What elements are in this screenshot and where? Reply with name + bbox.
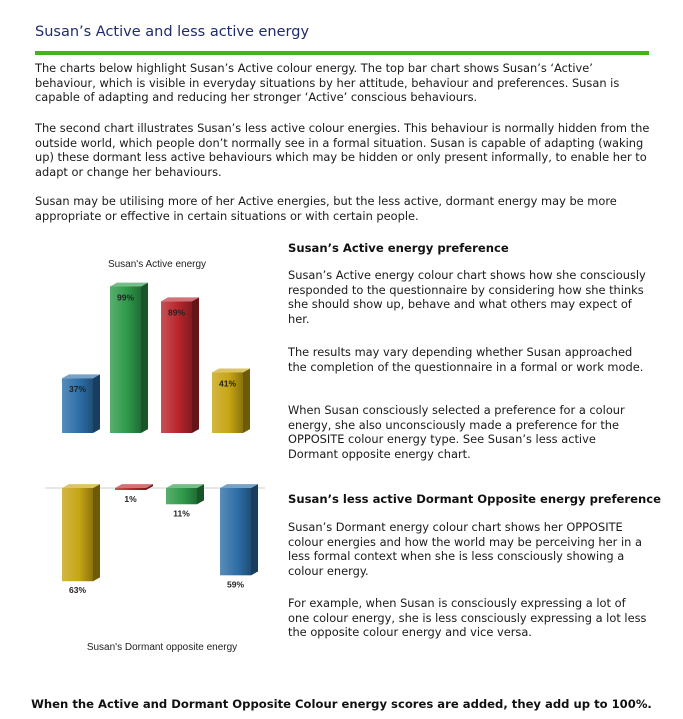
dormant-paragraph-1: Susan’s Dormant energy colour chart shows her OPPOSITE colour energies and how the world may be perceiving her in a less formal context when she is less consciously showing a colour energy. — [288, 520, 642, 578]
dormant-bar-label-green: 11% — [173, 508, 190, 519]
active-bar-label-red: 89% — [167, 307, 186, 318]
dormant-chart-title: Susan's Dormant opposite energy — [86, 642, 238, 653]
active-bar-label-yellow: 41% — [218, 378, 237, 389]
dormant-section-heading: Susan’s less active Dormant Opposite energy preference — [288, 492, 661, 506]
intro-paragraph-3: Susan may be utilising more of her Active energies, but the less active, dormant energy may be more appropriate or effective in certain situations or with certain people. — [35, 194, 617, 223]
active-section-heading: Susan’s Active energy preference — [288, 241, 509, 255]
active-paragraph-2: The results may vary depending whether Susan approached the completion of the questionnaire in a formal or work mode. — [288, 345, 644, 374]
page-title: Susan’s Active and less active energy — [35, 24, 310, 40]
active-paragraph-1: Susan’s Active energy colour chart shows how she consciously responded to the questionnaire by considering how she thinks she should show up, behave and what others may expect of her. — [288, 268, 646, 326]
dormant-bar-yellow — [62, 484, 100, 581]
dormant-bar-label-red: 1% — [124, 494, 137, 504]
intro-paragraph-2: The second chart illustrates Susan’s less active colour energies. This behaviour is normally hidden from the outside world, which people don’t normally see in a formal situation. Susan is capable of adapting (waking up) these dormant less active behaviours which may be hidden or only present informally, to enable her to adapt or change her behaviours. — [35, 121, 650, 179]
dormant-bar-label-blue: 59% — [226, 579, 245, 590]
dormant-bar-green — [166, 484, 204, 504]
active-bar-label-green: 99% — [116, 292, 135, 303]
active-bar-label-blue: 37% — [68, 384, 87, 395]
intro-paragraph-1: The charts below highlight Susan’s Active colour energy. The top bar chart shows Susan’s ‘Active’ behaviour, which is visible in everyday situations by her attitude, behaviour and preferences. Susan is capable of adapting and reducing her stronger ‘Active’ conscious behaviours. — [35, 61, 620, 105]
dormant-bar-label-yellow: 63% — [68, 585, 87, 596]
dormant-paragraph-2: For example, when Susan is consciously expressing a lot of one colour energy, she is less consciously expressing a lot less the opposite colour energy and vice versa. — [288, 596, 647, 640]
active-paragraph-3: When Susan consciously selected a preference for a colour energy, she also unconsciously made a preference for the OPPOSITE colour energy type. See Susan’s less active Dormant opposite energy chart. — [288, 403, 625, 461]
dormant-bar-blue — [220, 484, 258, 575]
active-chart-title: Susan's Active energy — [107, 259, 207, 270]
dormant-bar-red — [115, 484, 153, 490]
footer-note: When the Active and Dormant Opposite Colour energy scores are added, they add up to 100%. — [31, 697, 652, 711]
